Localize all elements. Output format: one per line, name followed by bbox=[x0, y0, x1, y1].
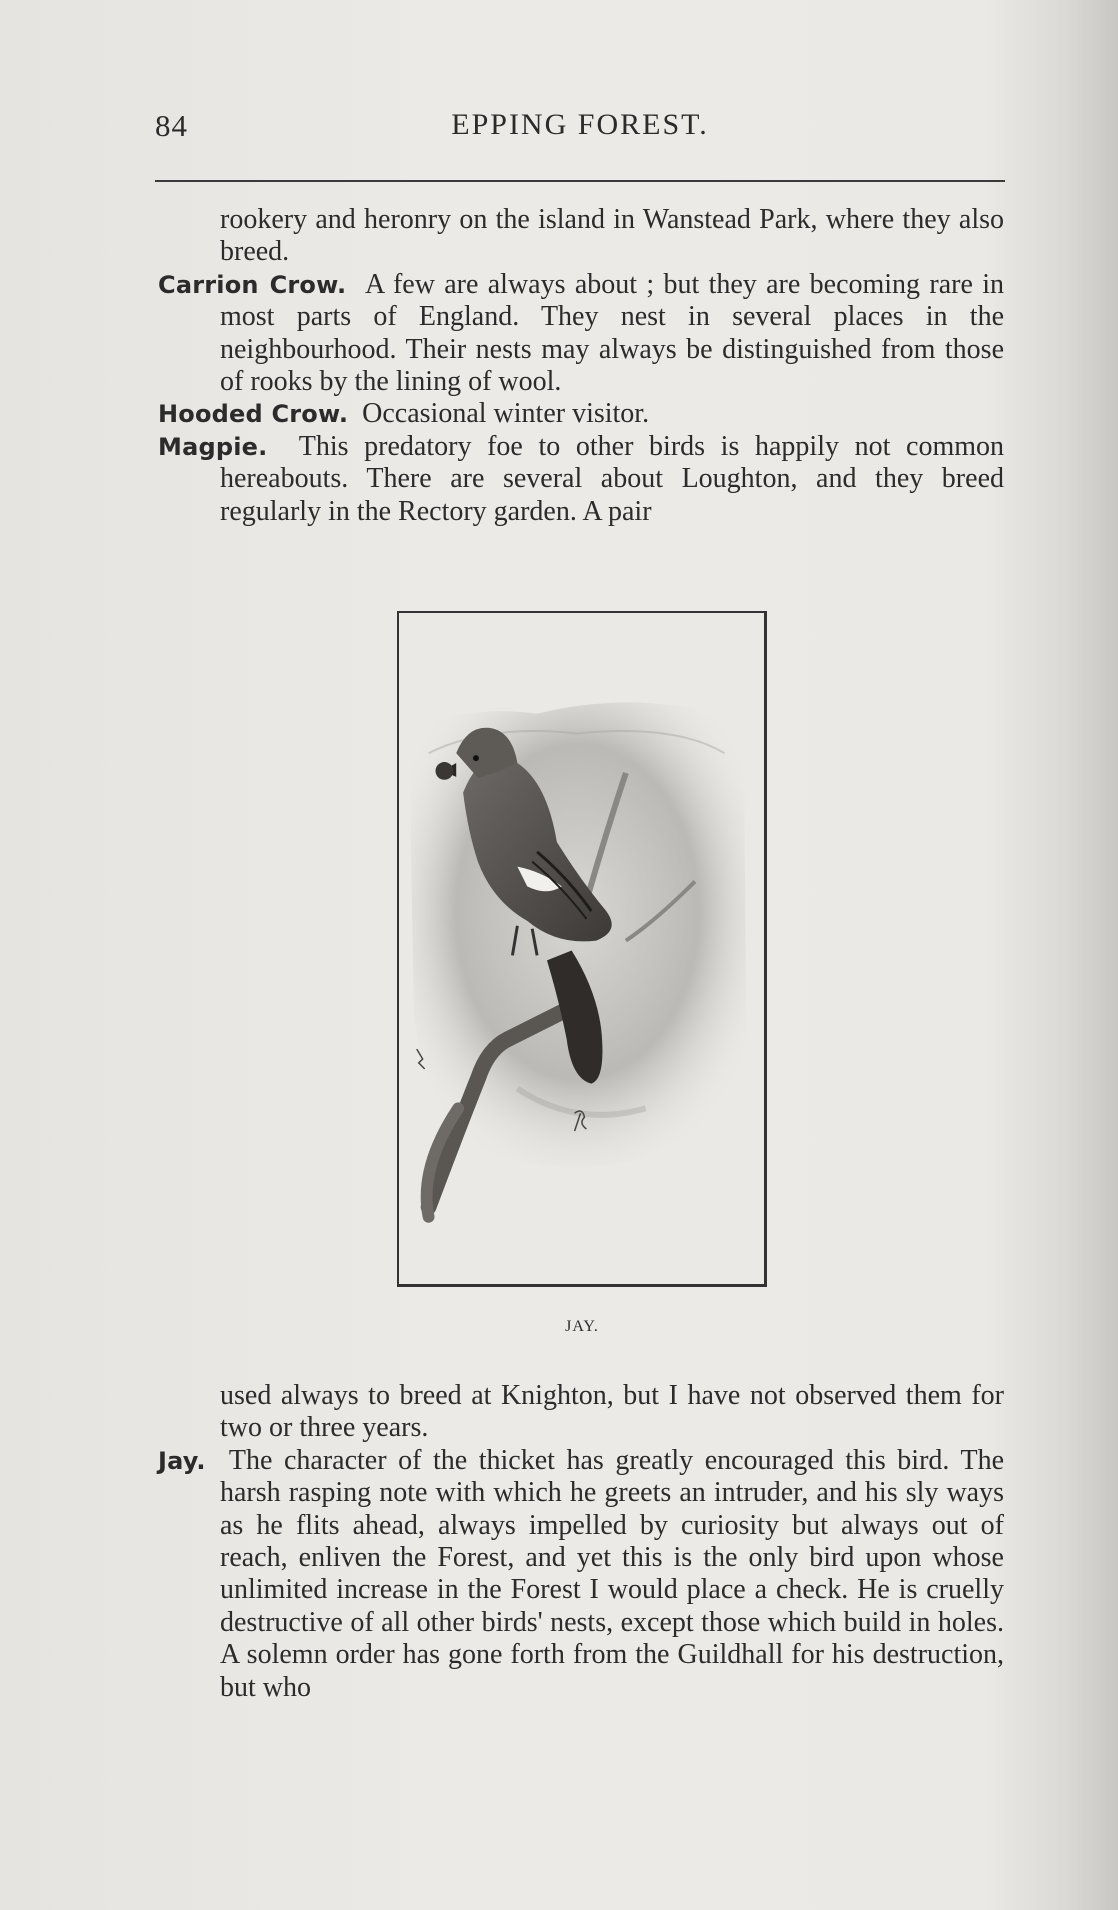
top-text-block bbox=[158, 204, 1004, 528]
entry-text: This predatory foe to other birds is happily not common hereabouts. There are several about Loughton, and they breed regularly in the Rectory garden. A pair bbox=[220, 430, 1005, 527]
entry-text: A few are always about ; but they are becoming rare in most parts of England. They nest in several places in the neighbourhood. Their nests may always be distinguished from those of rooks by the lining of wool. bbox=[220, 268, 1005, 398]
entry-magpie bbox=[158, 431, 1004, 528]
entry-jay bbox=[158, 1445, 1004, 1704]
entry-term: Magpie. bbox=[158, 432, 268, 461]
continuation-text: rookery and heronry on the island in Wanstead Park, where they also breed. bbox=[220, 204, 1004, 268]
entry-carrion-crow bbox=[158, 269, 1004, 399]
figure-caption: JAY. bbox=[565, 1318, 599, 1335]
entry-text: Occasional winter visitor. bbox=[362, 398, 650, 430]
entry-term: Jay. bbox=[158, 1446, 206, 1475]
jay-illustration bbox=[397, 611, 767, 1287]
continuation-text: used always to breed at Knighton, but I have not observed them for two or three years. bbox=[220, 1380, 1004, 1444]
page-header bbox=[155, 108, 1005, 152]
entry-hooded-crow bbox=[158, 398, 1004, 430]
entry-term: Carrion Crow. bbox=[158, 270, 347, 299]
entry-text: The character of the thicket has greatly encouraged this bird. The harsh rasping note with which he greets an intruder, and his sly ways as he flits ahead, always impelled by curiosity but always out of reach, enliven the Forest, and yet this is the only bird upon whose unlimited increase in the Forest I would place a check. He is cruelly destructive of all other birds' nests, except those which build in holes. A solemn order has gone forth from the Guildhall for his destruction, but who bbox=[220, 1444, 1004, 1703]
entry-term: Hooded Crow. bbox=[158, 400, 349, 429]
jay-bird-icon bbox=[399, 613, 764, 1284]
continuation-paragraph bbox=[158, 1380, 1004, 1445]
bottom-text-block bbox=[158, 1380, 1004, 1704]
running-title: EPPING FOREST. bbox=[451, 108, 709, 141]
header-rule bbox=[155, 180, 1005, 182]
continuation-paragraph bbox=[158, 204, 1004, 269]
page-number: 84 bbox=[155, 108, 188, 143]
